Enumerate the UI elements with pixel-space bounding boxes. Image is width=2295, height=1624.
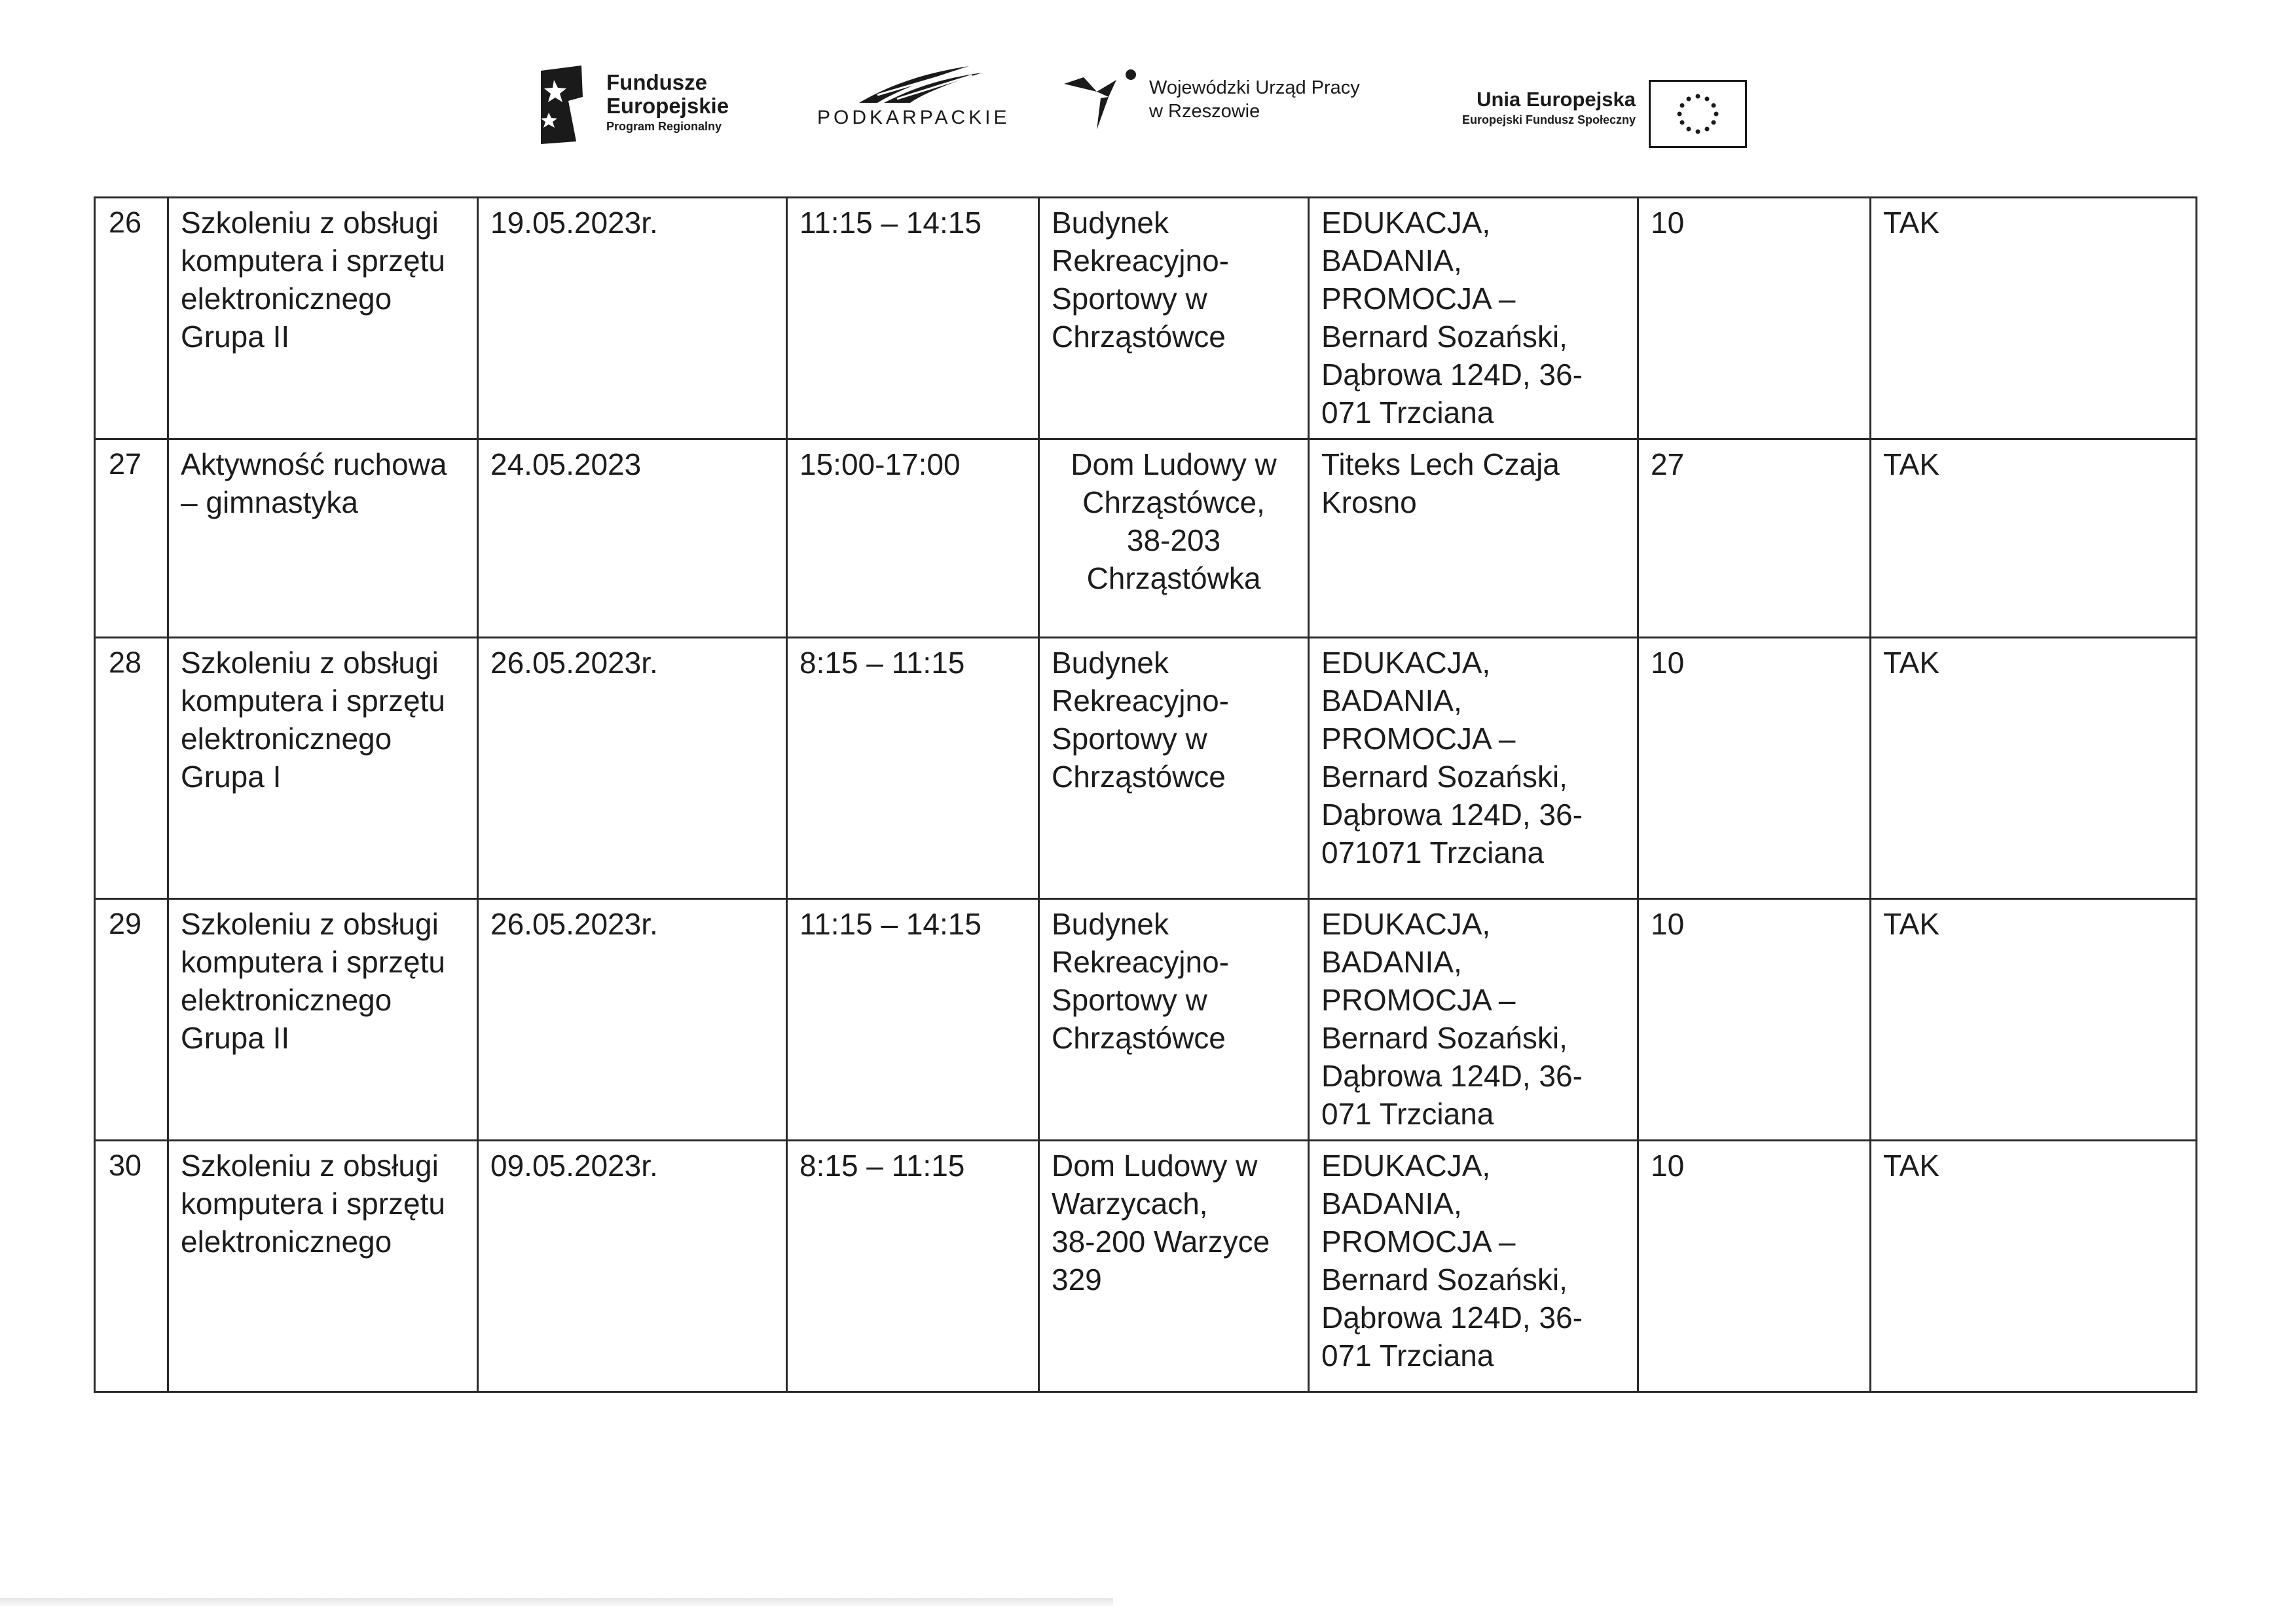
row-number: 27 (95, 439, 168, 638)
status-flag: TAK (1871, 439, 2197, 638)
logo-header (0, 0, 2295, 170)
activity-organizer: EDUKACJA, BADANIA, PROMOCJA – Bernard Sozański, Dąbrowa 124D, 36- 071071 Trzciana (1309, 638, 1638, 899)
podkarpackie-swoosh-icon (858, 62, 989, 108)
fundusze-label: Fundusze (606, 70, 707, 94)
activity-organizer: Titeks Lech Czaja Krosno (1309, 439, 1638, 638)
activity-organizer: EDUKACJA, BADANIA, PROMOCJA – Bernard Sozański, Dąbrowa 124D, 36- 071 Trzciana (1309, 198, 1638, 439)
row-number: 29 (95, 899, 168, 1141)
participant-count: 10 (1638, 198, 1871, 439)
fundusze-europejskie-logo (536, 58, 771, 149)
europejskie-label: Europejskie (606, 94, 729, 118)
activity-place: Budynek Rekreacyjno- Sportowy w Chrząstówce (1039, 198, 1309, 439)
activity-time: 8:15 – 11:15 (787, 638, 1039, 899)
activity-place: Dom Ludowy w Chrząstówce, 38-203 Chrząstówka (1039, 439, 1309, 638)
schedule-table-wrapper (94, 196, 2195, 1393)
scan-edge-divider (0, 1598, 1113, 1606)
activity-time: 11:15 – 14:15 (787, 198, 1039, 439)
row-number: 30 (95, 1141, 168, 1392)
activity-date: 09.05.2023r. (478, 1141, 787, 1392)
activity-organizer: EDUKACJA, BADANIA, PROMOCJA – Bernard Sozański, Dąbrowa 124D, 36- 071 Trzciana (1309, 1141, 1638, 1392)
unia-europejska-logo (1414, 77, 1768, 156)
table-row (95, 439, 2197, 638)
eu-flag-icon (1649, 80, 1747, 148)
activity-place: Budynek Rekreacyjno- Sportowy w Chrząstówce (1039, 899, 1309, 1141)
wup-logo (1057, 58, 1424, 143)
table-row (95, 899, 2197, 1141)
activity-name: Szkoleniu z obsługi komputera i sprzętu elektronicznego Grupa I (168, 638, 478, 899)
participant-count: 10 (1638, 1141, 1871, 1392)
activity-time: 11:15 – 14:15 (787, 899, 1039, 1141)
activity-time: 8:15 – 11:15 (787, 1141, 1039, 1392)
activity-name: Szkoleniu z obsługi komputera i sprzętu elektronicznego Grupa II (168, 198, 478, 439)
activity-organizer: EDUKACJA, BADANIA, PROMOCJA – Bernard Sozański, Dąbrowa 124D, 36- 071 Trzciana (1309, 899, 1638, 1141)
participant-count: 10 (1638, 638, 1871, 899)
participant-count: 27 (1638, 439, 1871, 638)
activity-time: 15:00-17:00 (787, 439, 1039, 638)
activity-date: 24.05.2023 (478, 439, 787, 638)
activity-name: Aktywność ruchowa – gimnastyka (168, 439, 478, 638)
program-regionalny-label: Program Regionalny (606, 120, 722, 133)
activity-date: 26.05.2023r. (478, 899, 787, 1141)
table-row (95, 1141, 2197, 1392)
status-flag: TAK (1871, 899, 2197, 1141)
unia-europejska-label: Unia Europejska (1477, 88, 1636, 111)
wup-bird-icon (1057, 58, 1143, 136)
activity-name: Szkoleniu z obsługi komputera i sprzętu elektronicznego (168, 1141, 478, 1392)
table-row (95, 638, 2197, 899)
activity-place: Budynek Rekreacyjno- Sportowy w Chrząstówce (1039, 638, 1309, 899)
table-row (95, 198, 2197, 439)
efs-label: Europejski Fundusz Społeczny (1461, 113, 1636, 126)
activity-date: 26.05.2023r. (478, 638, 787, 899)
row-number: 28 (95, 638, 168, 899)
status-flag: TAK (1871, 1141, 2197, 1392)
status-flag: TAK (1871, 198, 2197, 439)
activity-date: 19.05.2023r. (478, 198, 787, 439)
activity-place: Dom Ludowy w Warzycach, 38-200 Warzyce 329 (1039, 1141, 1309, 1392)
fundusze-europejskie-icon (536, 58, 601, 149)
activity-name: Szkoleniu z obsługi komputera i sprzętu elektronicznego Grupa II (168, 899, 478, 1141)
wup-line2: w Rzeszowie (1149, 101, 1260, 122)
participant-count: 10 (1638, 899, 1871, 1141)
schedule-table (94, 196, 2197, 1393)
podkarpackie-logo (812, 62, 1035, 141)
row-number: 26 (95, 198, 168, 439)
wup-line1: Wojewódzki Urząd Pracy (1149, 77, 1360, 98)
podkarpackie-label: PODKARPACKIE (817, 107, 1010, 128)
status-flag: TAK (1871, 638, 2197, 899)
